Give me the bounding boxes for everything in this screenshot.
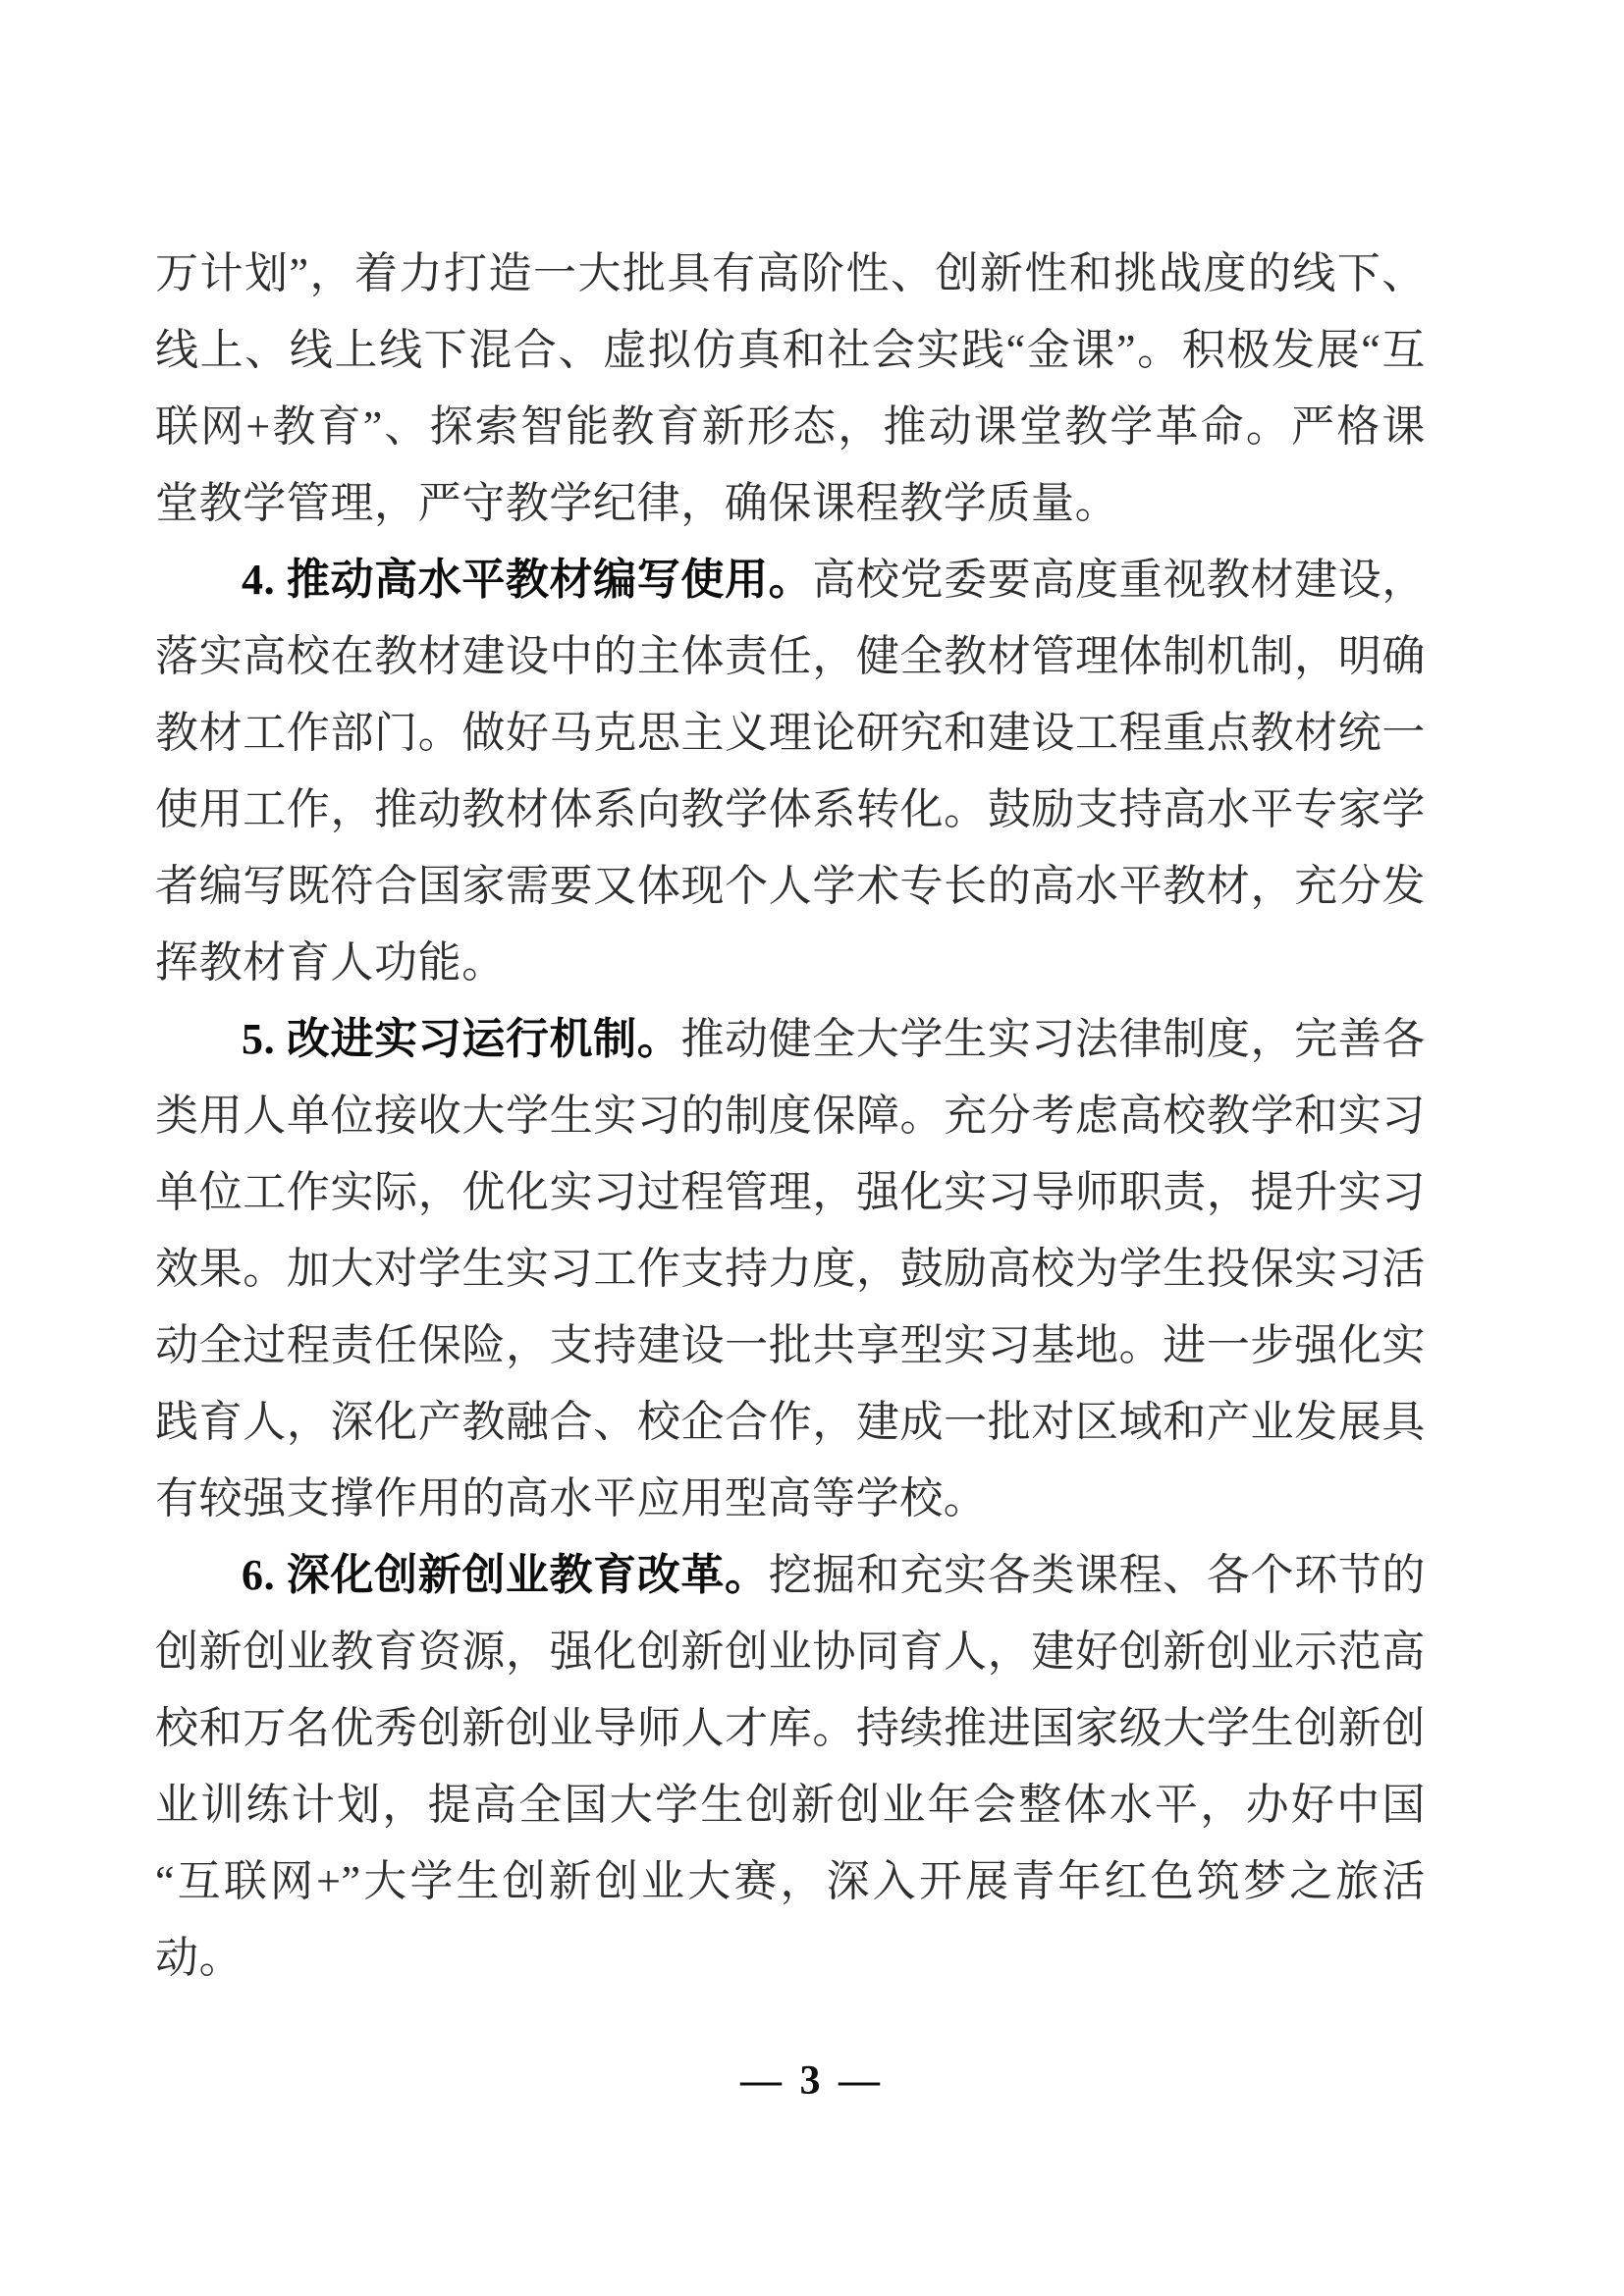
paragraph-lead: 6. 深化创新创业教育改革。	[242, 1551, 769, 1599]
paragraph-continuation	[155, 236, 1426, 542]
paragraph-text: 万计划”，着力打造一大批具有高阶性、创新性和挑战度的线下、线上、线上线下混合、虚拟仿真和社会实践“金课”。积极发展“互联网+教育”、探索智能教育新形态，推动课堂教学革命。严格课堂教学管理，严守教学纪律，确保课程教学质量。	[155, 249, 1426, 527]
paragraph-lead: 5. 改进实习运行机制。	[242, 1015, 681, 1063]
paragraph-item-5	[155, 1001, 1426, 1537]
paragraph-text: 高校党委要高度重视教材建设，落实高校在教材建设中的主体责任，健全教材管理体制机制，明确教材工作部门。做好马克思主义理论研究和建设工程重点教材统一使用工作，推动教材体系向教学体系转化。鼓励支持高水平专家学者编写既符合国家需要又体现个人学术专长的高水平教材，充分发挥教材育人功能。	[155, 556, 1426, 987]
paragraph-item-6	[155, 1537, 1426, 1997]
paragraph-text: 挖掘和充实各类课程、各个环节的创新创业教育资源，强化创新创业协同育人，建好创新创业示范高校和万名优秀创新创业导师人才库。持续推进国家级大学生创新创业训练计划，提高全国大学生创新创业年会整体水平，办好中国“互联网+”大学生创新创业大赛，深入开展青年红色筑梦之旅活动。	[155, 1551, 1427, 1982]
document-body	[155, 236, 1426, 1997]
paragraph-lead: 4. 推动高水平教材编写使用。	[242, 556, 813, 604]
paragraph-item-4	[155, 542, 1426, 1001]
page-number: — 3 —	[740, 2058, 884, 2104]
paragraph-text: 推动健全大学生实习法律制度，完善各类用人单位接收大学生实习的制度保障。充分考虑高校教学和实习单位工作实际，优化实习过程管理，强化实习导师职责，提升实习效果。加大对学生实习工作支持力度，鼓励高校为学生投保实习活动全过程责任保险，支持建设一批共享型实习基地。进一步强化实践育人，深化产教融合、校企合作，建成一批对区域和产业发展具有较强支撑作用的高水平应用型高等学校。	[155, 1015, 1427, 1522]
